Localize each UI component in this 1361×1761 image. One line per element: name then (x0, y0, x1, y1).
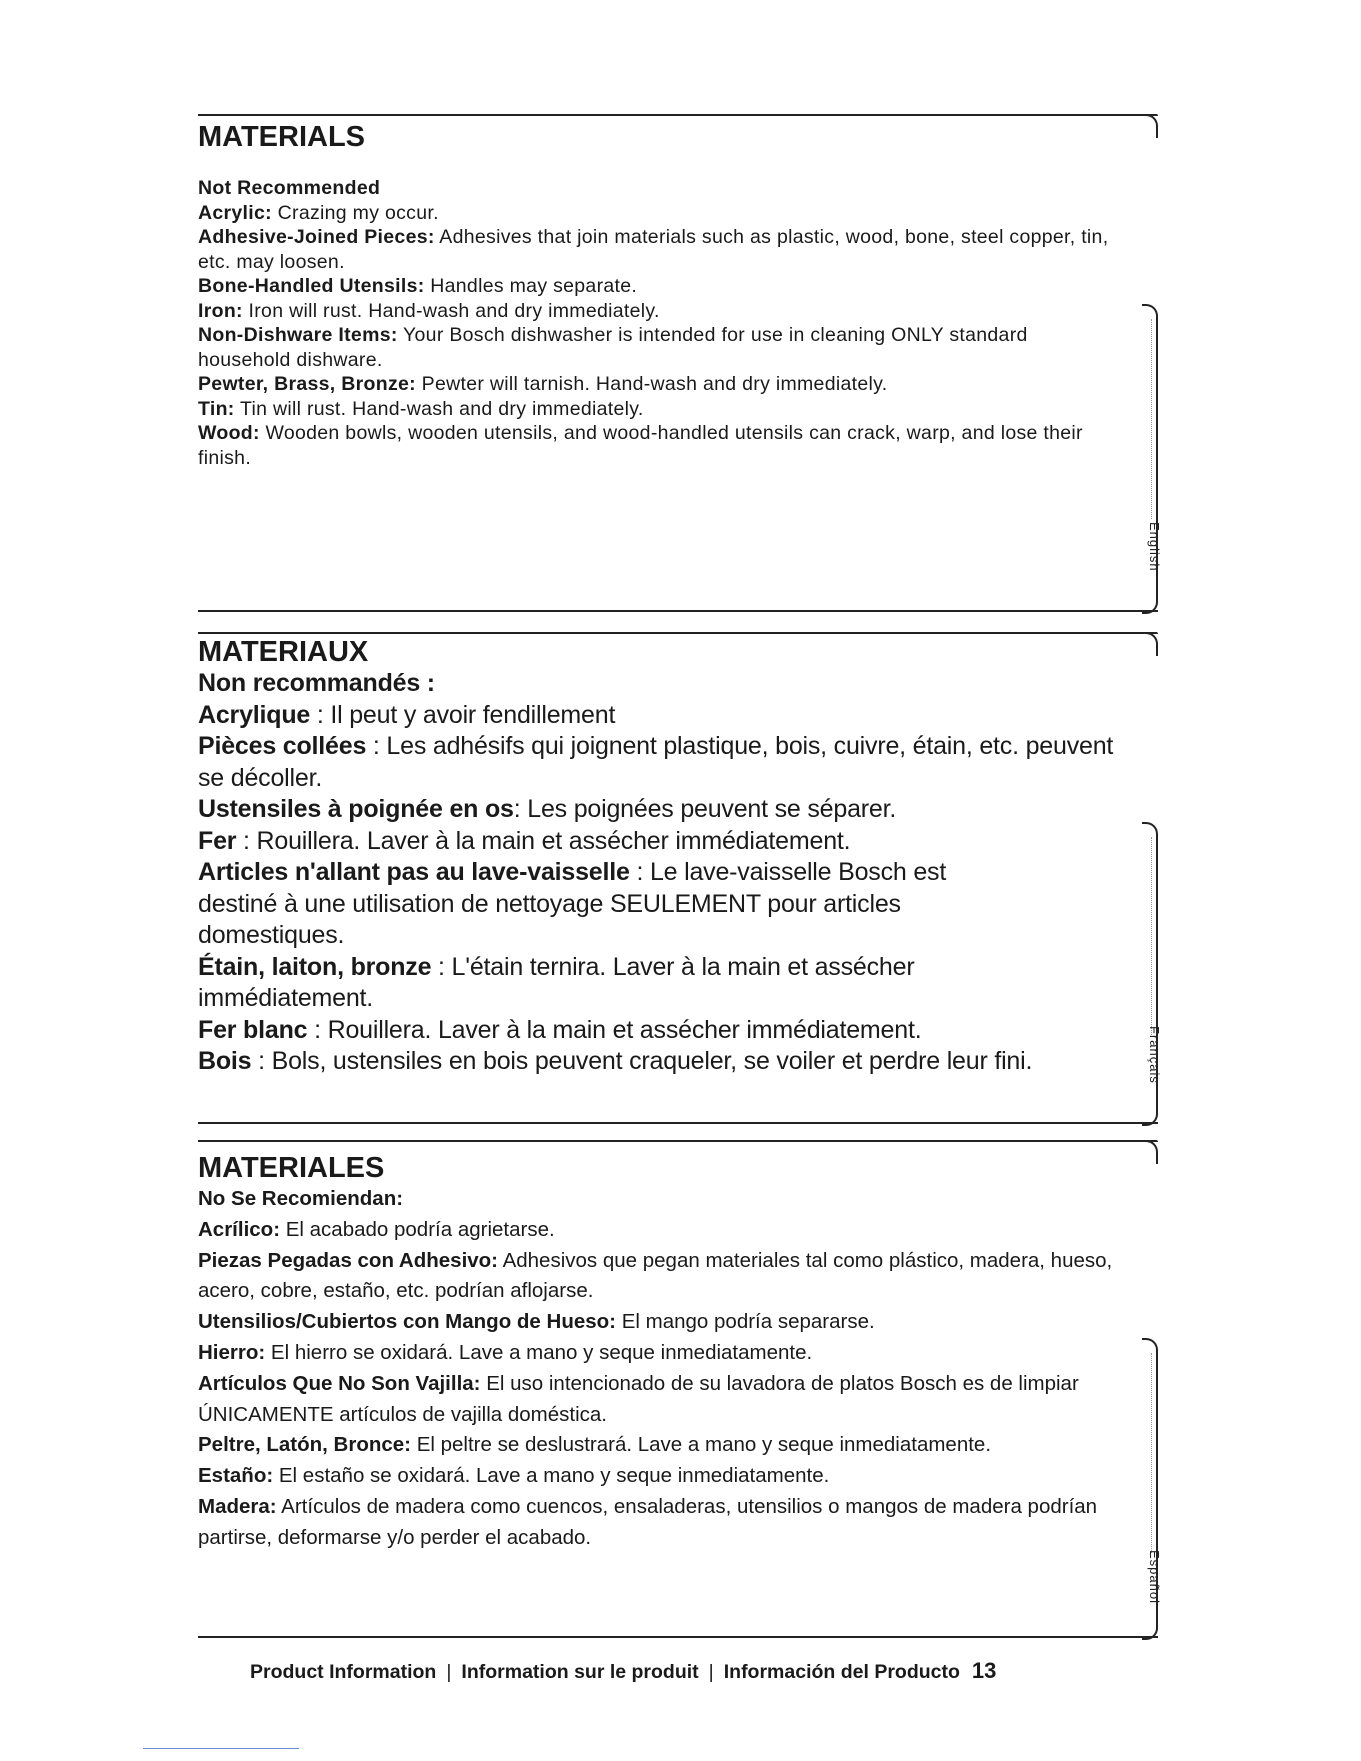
section-top-rule (198, 632, 1158, 634)
list-item: Utensilios/Cubiertos con Mango de Hueso: El mango podría separarse. (198, 1310, 875, 1334)
section-corner (1142, 632, 1158, 656)
section-bottom-rule (198, 1122, 1158, 1124)
list-item: Ustensiles à poignée en os: Les poignées peuvent se séparer. (198, 795, 897, 823)
list-item: Étain, laiton, bronze : L'étain ternira. Laver à la main et assécher immédiatement. (198, 952, 915, 1012)
list-item: Hierro: El hierro se oxidará. Lave a mano y seque inmediatamente. (198, 1340, 813, 1364)
list-item: Fer blanc : Rouillera. Laver à la main et assécher immédiatement. (198, 1015, 922, 1044)
list-item: Wood: Wooden bowls, wooden utensils, and wood-handled utensils can crack, warp, and lose their finish. (198, 422, 1083, 469)
english-section (198, 114, 1162, 612)
section-top-rule (198, 1140, 1158, 1142)
tab-label: English (1147, 522, 1162, 572)
footer-spanish: Información del Producto (723, 1661, 960, 1683)
tab-dots (1151, 1353, 1152, 1553)
footer-separator: | (446, 1661, 452, 1683)
section-top-rule (198, 114, 1158, 116)
list-item: Iron: Iron will rust. Hand-wash and dry immediately. (198, 299, 660, 322)
list-item: Peltre, Latón, Bronce: El peltre se deslustrará. Lave a mano y seque inmediatamente. (198, 1433, 992, 1457)
section-title: MATERIALES (198, 1152, 385, 1184)
section-title: MATERIAUX (198, 636, 369, 668)
list-item: Tin: Tin will rust. Hand-wash and dry immediately. (198, 397, 644, 420)
list-item: Articles n'allant pas au lave-vaisselle : Le lave-vaisselle Bosch est destiné à une utilisation de nettoyage SEULEMENT pour articles domestiques. (198, 858, 947, 949)
underline-artifact (143, 1748, 299, 1749)
section-content (198, 668, 1158, 1078)
section-subtitle: Non recommandés : (198, 669, 435, 697)
tab-label: Français (1147, 1026, 1162, 1084)
section-subtitle: Not Recommended (198, 177, 381, 199)
footer-english: Product Information (250, 1661, 437, 1683)
list-item: Non-Dishware Items: Your Bosch dishwasher is intended for use in cleaning ONLY standard household dishware. (198, 324, 1028, 371)
list-item: Artículos Que No Son Vajilla: El uso intencionado de su lavadora de platos Bosch es de limpiar ÚNICAMENTE artículos de vajilla doméstica. (198, 1371, 1079, 1426)
section-corner (1142, 1140, 1158, 1164)
list-item: Bois : Bols, ustensiles en bois peuvent craqueler, se voiler et perdre leur fini. (198, 1047, 1033, 1075)
spanish-section (198, 1140, 1162, 1638)
list-item: Acrílico: El acabado podría agrietarse. (198, 1217, 555, 1241)
list-item: Madera: Artículos de madera como cuencos, ensaladeras, utensilios o mangos de madera podrían partirse, deformarse y/o perder el acabado. (198, 1494, 1098, 1549)
page-footer (250, 1658, 996, 1684)
list-item: Fer : Rouillera. Laver à la main et assécher immédiatement. (198, 826, 851, 855)
list-item: Pièces collées : Les adhésifs qui joignent plastique, bois, cuivre, étain, etc. peuvent se décoller. (198, 732, 1114, 792)
section-subtitle: No Se Recomiendan: (198, 1187, 404, 1210)
section-content (198, 176, 1158, 470)
footer-french: Information sur le produit (461, 1661, 699, 1683)
section-content (198, 1184, 1158, 1554)
list-item: Acrylique : Il peut y avoir fendillement (198, 700, 616, 729)
section-title: MATERIALS (198, 121, 366, 153)
tab-dots (1151, 837, 1152, 1037)
list-item: Bone-Handled Utensils: Handles may separate. (198, 275, 638, 297)
list-item: Estaño: El estaño se oxidará. Lave a mano y seque inmediatamente. (198, 1464, 830, 1488)
list-item: Adhesive-Joined Pieces: Adhesives that join materials such as plastic, wood, bone, steel copper, tin, etc. may loosen. (198, 226, 1109, 273)
french-section (198, 632, 1162, 1124)
section-corner (1142, 114, 1158, 138)
tab-dots (1151, 319, 1152, 519)
footer-separator: | (708, 1661, 714, 1683)
section-bottom-rule (198, 1636, 1158, 1638)
list-item: Pewter, Brass, Bronze: Pewter will tarnish. Hand-wash and dry immediately. (198, 373, 888, 395)
section-bottom-rule (198, 610, 1158, 612)
page-number: 13 (971, 1658, 997, 1683)
tab-label: Español (1147, 1550, 1162, 1604)
list-item: Acrylic: Crazing my occur. (198, 201, 439, 224)
list-item: Piezas Pegadas con Adhesivo: Adhesivos que pegan materiales tal como plástico, madera, hueso, acero, cobre, estaño, etc. podrían aflojarse. (198, 1248, 1113, 1303)
